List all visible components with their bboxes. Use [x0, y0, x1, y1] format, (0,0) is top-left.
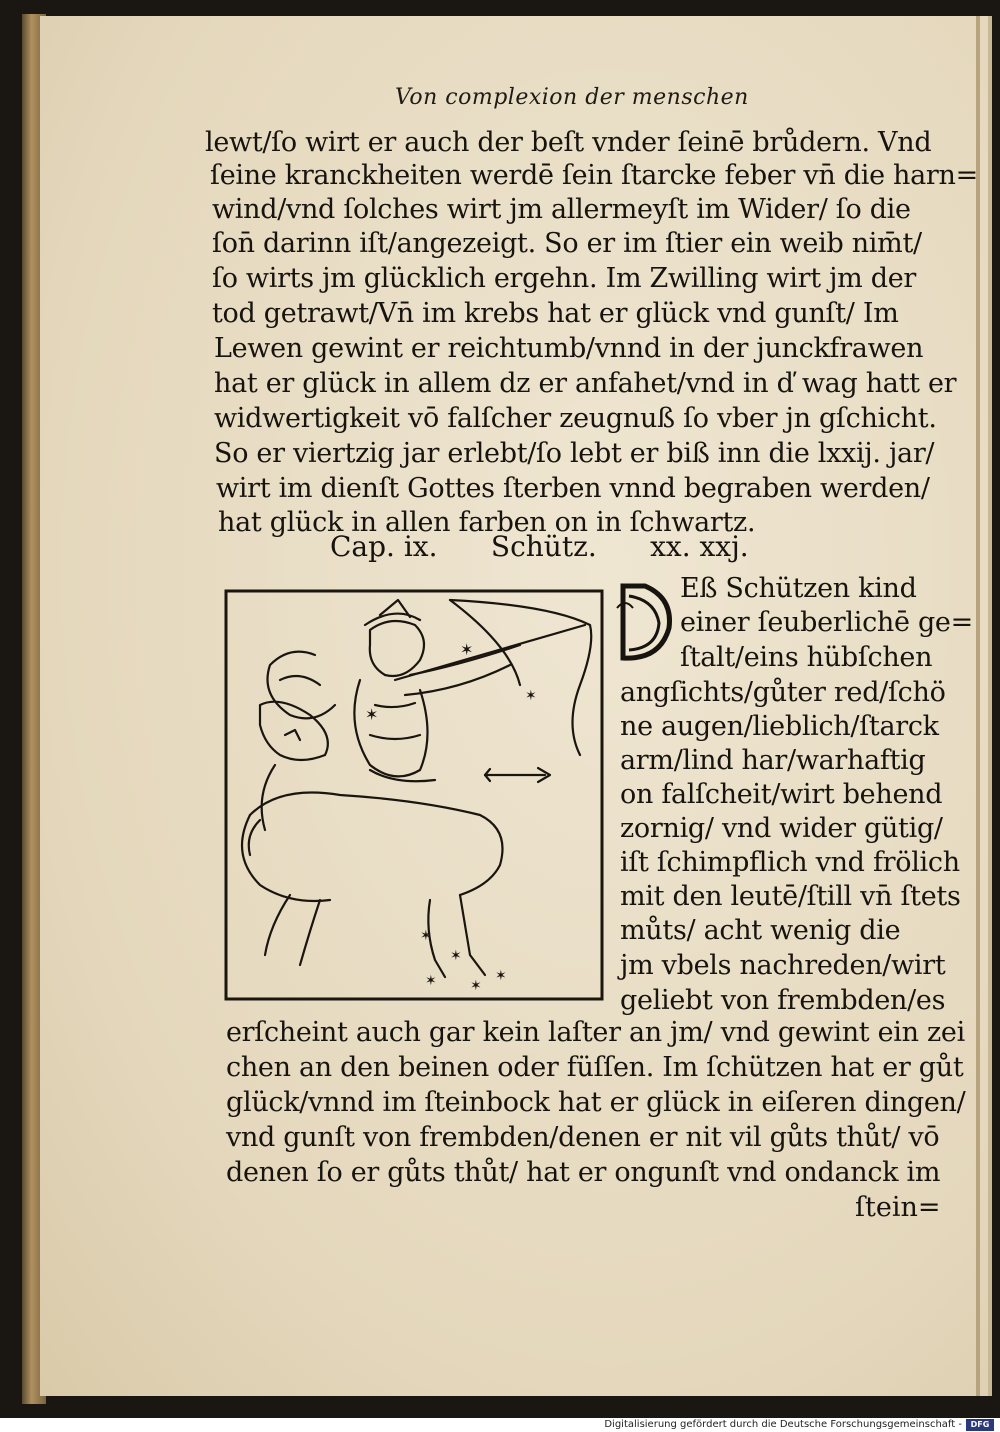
- text-line: zornig/ vnd wider gütig/: [620, 813, 943, 844]
- digitization-footer: [0, 1418, 1000, 1432]
- svg-text:✶: ✶: [450, 948, 462, 964]
- footer-credit: Digitalisierung gefördert durch die Deutsche Forschungsgemeinschaft -: [604, 1419, 962, 1430]
- sagittarius-woodcut: [220, 585, 608, 1005]
- text-line: ne augen/lieblich/ſtarck: [620, 711, 939, 742]
- text-line: chen an den beinen oder füſſen. Im ſchützen hat er gůt: [226, 1052, 964, 1083]
- text-line: ſtalt/eins hübſchen: [680, 642, 933, 673]
- text-line: tod getrawt/Vn̄ im krebs hat er glück vnd gunſt/ Im: [212, 298, 899, 329]
- text-line: hat glück in allen farben on in ſchwartz.: [218, 507, 756, 538]
- svg-text:✶: ✶: [460, 640, 474, 659]
- text-line: geliebt von frembden/es: [620, 985, 946, 1016]
- text-line: mit den leutē/ſtill vn̄ ſtets: [620, 881, 961, 912]
- text-line: ſo wirts jm glücklich ergehn. Im Zwilling wirt jm der: [212, 263, 917, 294]
- text-line: Eß Schützen kind: [680, 573, 917, 604]
- page-edge: [976, 16, 980, 1396]
- text-line: angſichts/gůter red/ſchö: [620, 677, 946, 708]
- text-line: erſcheint auch gar kein laſter an jm/ vnd gewint ein zei: [226, 1017, 965, 1048]
- text-line: ſeine kranckheiten werdē ſein ſtarcke feber vn̄ die harn=: [210, 160, 978, 191]
- svg-text:✶: ✶: [365, 705, 379, 724]
- text-line: wirt im dienſt Gottes ſterben vnnd begraben werden/: [216, 473, 930, 504]
- text-line: hat er glück in allem dz er anfahet/vnd in ď wag hatt er: [214, 368, 957, 399]
- text-line: einer ſeuberlichē ge=: [680, 607, 973, 638]
- text-line: Lewen gewint er reichtumb/vnnd in der junckfrawen: [214, 333, 924, 364]
- svg-text:✶: ✶: [470, 978, 482, 994]
- svg-text:✶: ✶: [525, 688, 537, 704]
- decorated-initial-d: [615, 578, 675, 668]
- running-head: Von complexion der menschen: [395, 85, 749, 110]
- text-line: můts/ acht wenig die: [620, 915, 901, 946]
- text-line: lewt/ſo wirt er auch der beſt vnder ſeinē brůdern. Vnd: [205, 127, 932, 158]
- text-line: wind/vnd ſolches wirt jm allermeyſt im Wider/ ſo die: [212, 194, 911, 225]
- text-line: vnd gunſt von frembden/denen er nit vil gůts thůt/ vō: [226, 1122, 940, 1153]
- svg-text:✶: ✶: [425, 973, 437, 989]
- text-line: arm/lind har/warhaftig: [620, 745, 926, 776]
- text-line: ſon̄ darinn iſt/angezeigt. So er im ſtier ein weib nim̄t/: [212, 228, 922, 259]
- text-line: glück/vnnd im ſteinbock hat er glück in eiſeren dingen/: [226, 1087, 966, 1118]
- text-line: widwertigkeit vō falſcher zeugnuß ſo vber jn gſchicht.: [214, 403, 937, 434]
- svg-text:✶: ✶: [495, 968, 507, 984]
- text-line: on falſcheit/wirt behend: [620, 779, 943, 810]
- catchword: ſtein=: [855, 1192, 941, 1223]
- text-line: iſt ſchimpflich vnd frölich: [620, 847, 960, 878]
- svg-text:✶: ✶: [420, 928, 432, 944]
- dfg-logo-icon: DFG: [966, 1419, 994, 1431]
- text-line: jm vbels nachreden/wirt: [620, 950, 946, 981]
- chapter-heading: Cap. ix. Schütz. xx. xxj.: [330, 530, 749, 563]
- text-line: So er viertzig jar erlebt/ſo lebt er biß inn die lxxij. jar/: [214, 438, 935, 469]
- text-line: denen ſo er gůts thůt/ hat er ongunſt vnd ondanck im: [226, 1157, 941, 1188]
